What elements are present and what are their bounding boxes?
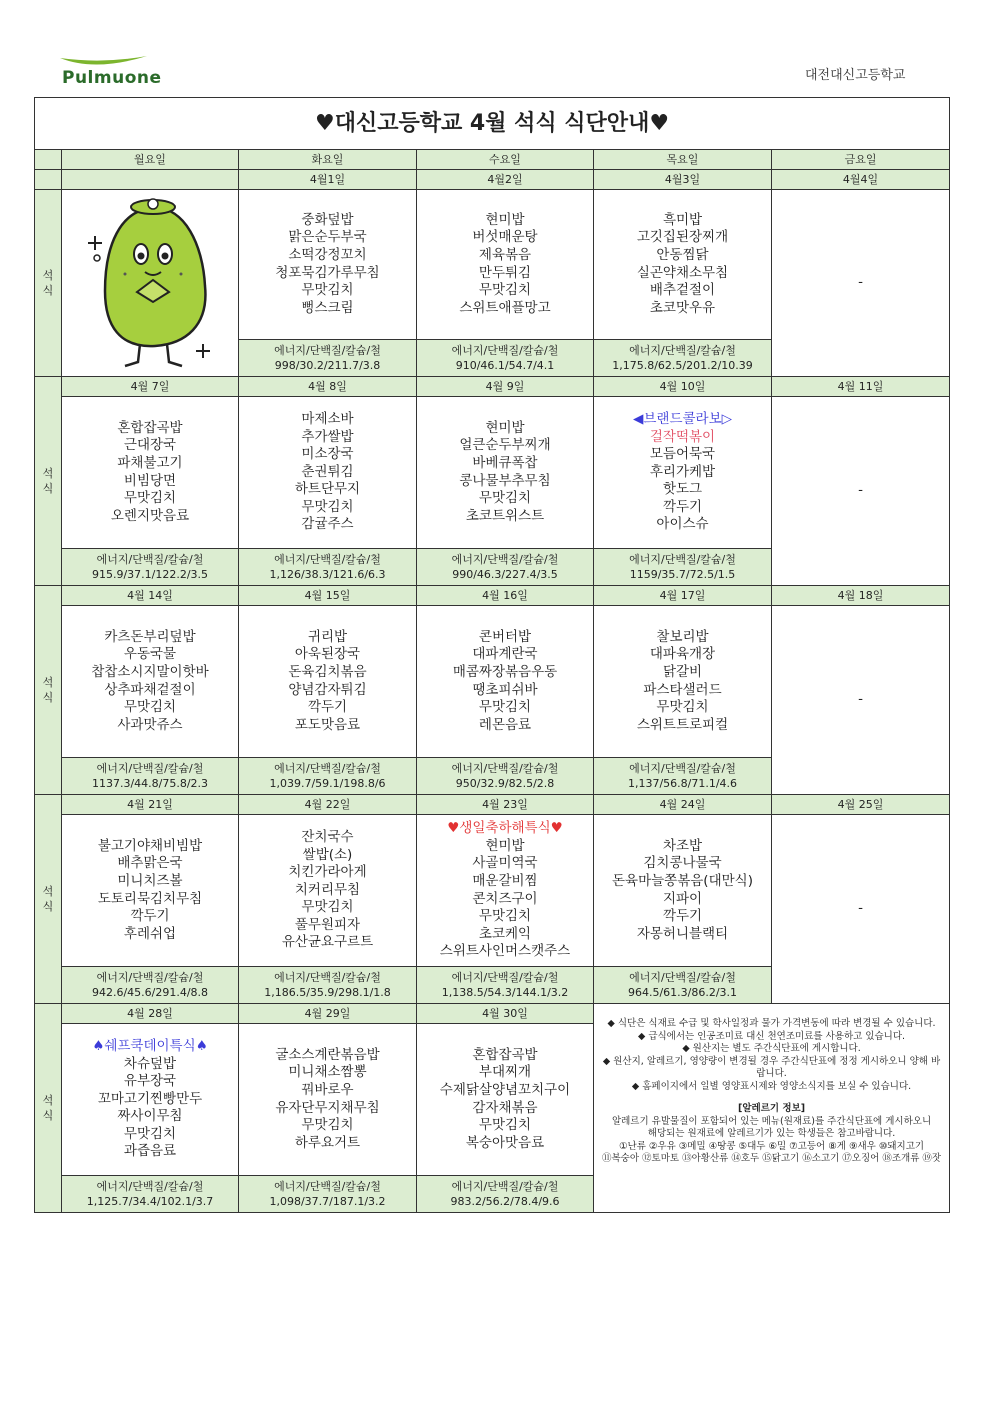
menu-cell: - (772, 397, 950, 586)
meal-label: 석 식 (35, 1004, 62, 1213)
menu-cell: 현미밥 얼큰순두부찌개 바베큐폭찹 콩나물부추무침 무맛김치 초코트위스트 (417, 397, 594, 549)
nutrition-cell: 에너지/단백질/칼슘/철 964.5/61.3/86.2/3.1 (594, 967, 772, 1004)
date-cell: 4월 16일 (417, 586, 594, 606)
mascot-cell (62, 190, 239, 377)
nutrition-cell: 에너지/단백질/칼슘/철 942.6/45.6/291.4/8.8 (62, 967, 239, 1004)
menu-cell: 귀리밥 아욱된장국 돈육김치볶음 양념감자튀김 깍두기 포도맛음료 (239, 606, 417, 758)
date-cell: 4월 17일 (594, 586, 772, 606)
nutrition-cell: 에너지/단백질/칼슘/철 1137.3/44.8/75.8/2.3 (62, 758, 239, 795)
nutrition-cell: 에너지/단백질/칼슘/철 1,039.7/59.1/198.8/6 (239, 758, 417, 795)
meal-label: 석 식 (35, 377, 62, 586)
meal-label: 석 식 (35, 795, 62, 1004)
date-cell: 4월 21일 (62, 795, 239, 815)
mascot-character (75, 196, 225, 371)
date-cell: 4월 9일 (417, 377, 594, 397)
date-cell: 4월 22일 (239, 795, 417, 815)
nutrition-cell: 에너지/단백질/칼슘/철 990/46.3/227.4/3.5 (417, 549, 594, 586)
menu-cell: - (772, 606, 950, 795)
nutrition-cell: 에너지/단백질/칼슘/철 1,126/38.3/121.6/6.3 (239, 549, 417, 586)
nutrition-cell: 에너지/단백질/칼슘/철 1,098/37.7/187.1/3.2 (239, 1176, 417, 1213)
menu-cell: - (772, 190, 950, 377)
date-cell: 4월 10일 (594, 377, 772, 397)
nutrition-cell: 에너지/단백질/칼슘/철 998/30.2/211.7/3.8 (239, 340, 417, 377)
menu-table (34, 97, 950, 1213)
date-cell: 4월2일 (417, 170, 594, 190)
menu-cell: ♠쉐프쿡데이특식♠ 차슈덮밥 유부장국 꼬마고기찐빵만두 짜사이무침 무맛김치 과즙음료 (62, 1024, 239, 1176)
menu-cell: 마제소바 추가쌀밥 미소장국 춘권튀김 하트단무지 무맛김치 감귤주스 (239, 397, 417, 549)
nutrition-cell: 에너지/단백질/칼슘/철 950/32.9/82.5/2.8 (417, 758, 594, 795)
menu-cell: 콘버터밥 대파계란국 매콤짜장볶음우동 땡초피쉬바 무맛김치 레몬음료 (417, 606, 594, 758)
date-cell: 4월 18일 (772, 586, 950, 606)
date-cell: 4월 29일 (239, 1004, 417, 1024)
nutrition-cell: 에너지/단백질/칼슘/철 1159/35.7/72.5/1.5 (594, 549, 772, 586)
menu-cell: 혼합잡곡밥 부대찌개 수제닭살양념꼬치구이 감자채볶음 무맛김치 복숭아맛음료 (417, 1024, 594, 1176)
date-cell: 4월4일 (772, 170, 950, 190)
menu-cell: - (772, 815, 950, 1004)
nutrition-cell: 에너지/단백질/칼슘/철 910/46.1/54.7/4.1 (417, 340, 594, 377)
menu-cell: 현미밥 버섯매운탕 제육볶음 만두튀김 무맛김치 스위트애플망고 (417, 190, 594, 340)
menu-cell: ◀브랜드콜라보▷ 걸작떡볶이 모듬어묵국 후리가케밥 핫도그 깍두기 아이스슈 (594, 397, 772, 549)
nutrition-cell: 에너지/단백질/칼슘/철 1,175.8/62.5/201.2/10.39 (594, 340, 772, 377)
date-cell: 4월 25일 (772, 795, 950, 815)
nutrition-cell: 에너지/단백질/칼슘/철 915.9/37.1/122.2/3.5 (62, 549, 239, 586)
day-thu: 목요일 (594, 150, 772, 170)
date-cell (62, 170, 239, 190)
date-cell: 4월 30일 (417, 1004, 594, 1024)
date-cell: 4월1일 (239, 170, 417, 190)
nutrition-cell: 에너지/단백질/칼슘/철 1,137/56.8/71.1/4.6 (594, 758, 772, 795)
date-cell: 4월 24일 (594, 795, 772, 815)
page-title: ♥대신고등학교 4월 석식 식단안내♥ (35, 98, 950, 150)
menu-cell: 흑미밥 고깃집된장찌개 안동찜닭 실곤약채소무침 배추겉절이 초코맛우유 (594, 190, 772, 340)
date-cell: 4월 14일 (62, 586, 239, 606)
menu-cell: ♥생일축하해특식♥ 현미밥 사골미역국 매운갈비찜 콘치즈구이 무맛김치 초코케익 스위트사인머스캣주스 (417, 815, 594, 967)
menu-cell: 잔치국수 쌀밥(소) 치킨가라아게 치커리무침 무맛김치 풀무원피자 유산균요구르트 (239, 815, 417, 967)
day-tue: 화요일 (239, 150, 417, 170)
menu-cell: 불고기야채비빔밥 배추맑은국 미니치즈볼 도토리묵김치무침 깍두기 후레쉬업 (62, 815, 239, 967)
date-cell: 4월 23일 (417, 795, 594, 815)
day-fri: 금요일 (772, 150, 950, 170)
day-wed: 수요일 (417, 150, 594, 170)
menu-cell: 차조밥 김치콩나물국 돈육마늘쫑볶음(대만식) 지파이 깍두기 자몽허니블랙티 (594, 815, 772, 967)
brand-name: Pulmuone (62, 68, 162, 88)
meal-label: 석 식 (35, 586, 62, 795)
date-cell: 4월 7일 (62, 377, 239, 397)
date-cell: 4월 15일 (239, 586, 417, 606)
menu-cell: 카츠돈부리덮밥 우동국물 찹찹소시지말이핫바 상추파채겉절이 무맛김치 사과맛쥬스 (62, 606, 239, 758)
nutrition-cell: 에너지/단백질/칼슘/철 1,125.7/34.4/102.1/3.7 (62, 1176, 239, 1213)
menu-cell: 혼합잡곡밥 근대장국 파채불고기 비빔당면 무맛김치 오렌지맛음료 (62, 397, 239, 549)
notes-panel: ◆ 식단은 식재료 수급 및 학사일정과 물가 가격변동에 따라 변경될 수 있습니다. ◆ 급식에서는 인공조미료 대신 천연조미료를 사용하고 있습니다. ◆ 원산지는 별도 주간식단표에 게시합니다. ◆ 원산지, 알레르기, 영양량이 변경될 경우 주간식단표에 정정 게시하오니 양해 바랍니다. ◆ 홈페이지에서 일별 영양표시제와 영양소식지를 보실 수 있습니다. [알레르기 정보] 알레르기 유발물질이 포함되어 있는 메뉴(원재료)를 주간식단표에 게시하오니 해당되는 원재료에 알레르기가 있는 학생들은 참고바랍니다. ①난류 ②우유 ③메밀 ④땅콩 ⑤대두 ⑥밀 ⑦고등어 ⑧게 ⑨새우 ⑩돼지고기 ⑪복숭아 ⑫토마토 ⑬아황산류 ⑭호두 ⑮닭고기 ⑯소고기 ⑰오징어 ⑱조개류 ⑲잣 (594, 1004, 950, 1213)
date-cell: 4월 28일 (62, 1004, 239, 1024)
allergy-title: [알레르기 정보] (738, 1103, 806, 1114)
menu-cell: 중화덮밥 맑은순두부국 소떡강정꼬치 청포묵김가루무침 무맛김치 뻥스크림 (239, 190, 417, 340)
meal-label: 석 식 (35, 190, 62, 377)
day-header-row (35, 150, 950, 170)
day-mon: 월요일 (62, 150, 239, 170)
date-cell: 4월3일 (594, 170, 772, 190)
nutrition-cell: 에너지/단백질/칼슘/철 1,138.5/54.3/144.1/3.2 (417, 967, 594, 1004)
menu-cell: 굴소스계란볶음밥 미니채소짬뽕 꿔바로우 유자단무지채무침 무맛김치 하루요거트 (239, 1024, 417, 1176)
nutrition-cell: 에너지/단백질/칼슘/철 1,186.5/35.9/298.1/1.8 (239, 967, 417, 1004)
date-cell: 4월 8일 (239, 377, 417, 397)
school-name: 대전대신고등학교 (805, 68, 906, 83)
nutrition-cell: 에너지/단백질/칼슘/철 983.2/56.2/78.4/9.6 (417, 1176, 594, 1213)
date-cell: 4월 11일 (772, 377, 950, 397)
menu-cell: 찰보리밥 대파육개장 닭갈비 파스타샐러드 무맛김치 스위트트로피컬 (594, 606, 772, 758)
